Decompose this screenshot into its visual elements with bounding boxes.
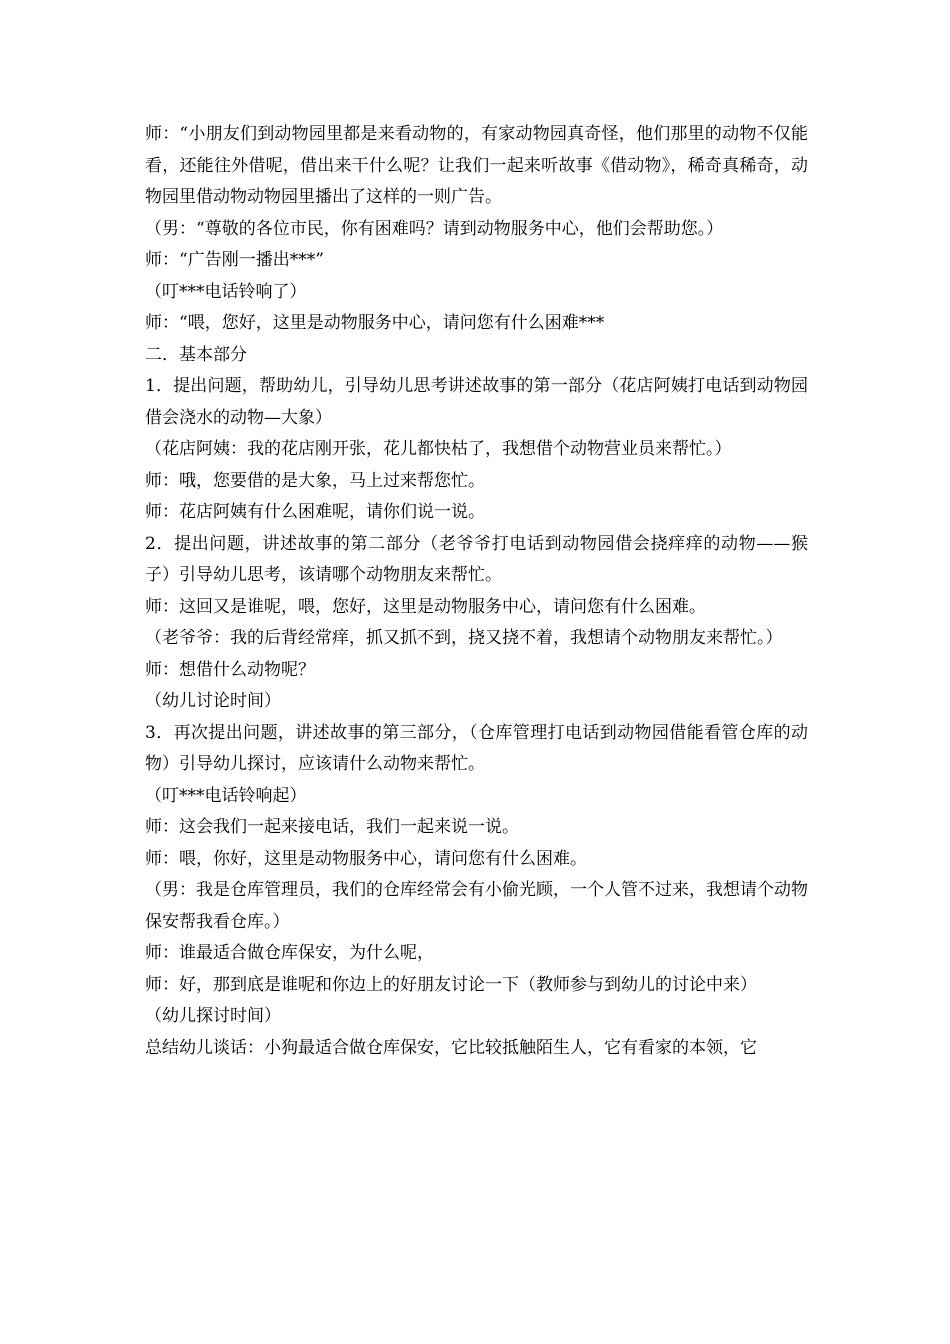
paragraph: 师：“广告刚一播出***”: [145, 250, 324, 270]
paragraph: （花店阿姨：我的花店刚开张，花儿都快枯了，我想借个动物营业员来帮忙。）: [145, 439, 732, 459]
paragraph: （男：“尊敬的各位市民，你有困难吗？请到动物服务中心，他们会帮助您。）: [145, 218, 724, 239]
paragraph: （幼儿探讨时间）: [145, 1006, 281, 1026]
paragraph: （幼儿讨论时间）: [145, 691, 281, 711]
paragraph: 师：谁最适合做仓库保安，为什么呢，: [145, 943, 434, 963]
paragraph: 1．提出问题，帮助幼儿，引导幼儿思考讲述故事的第一部分（花店阿姨打电话到动物园借会浇水的动物—大象）: [145, 376, 808, 428]
paragraph: 2．提出问题，讲述故事的第二部分（老爷爷打电话到动物园借会挠痒痒的动物——猴子）引导幼儿思考，该请哪个动物朋友来帮忙。: [145, 533, 808, 585]
paragraph: （老爷爷：我的后背经常痒，抓又抓不到，挠又挠不着，我想请个动物朋友来帮忙。）: [145, 628, 783, 648]
paragraph: （叮***电话铃响了）: [145, 281, 307, 302]
paragraph: 师：这回又是谁呢，喂，您好，这里是动物服务中心，请问您有什么困难。: [145, 596, 706, 617]
paragraph: （叮***电话铃响起）: [145, 785, 307, 806]
paragraph: 师：哦，您要借的是大象，马上过来帮您忙。: [145, 470, 485, 491]
paragraph: 3．再次提出问题，讲述故事的第三部分，（仓库管理打电话到动物园借能看管仓库的动物）引导幼儿探讨，应该请什么动物来帮忙。: [145, 722, 808, 774]
paragraph: 师：“小朋友们到动物园里都是来看动物的，有家动物园真奇怪，他们那里的动物不仅能看，还能往外借呢，借出来干什么呢？让我们一起来听故事《借动物》，稀奇真稀奇，动物园里借动物动物园里播出了这样的一则广告。: [145, 124, 808, 207]
paragraph: （男：我是仓库管理员，我们的仓库经常会有小偷光顾，一个人管不过来，我想请个动物保安帮我看仓库。）: [145, 880, 808, 932]
paragraph: 师：“喂，您好，这里是动物服务中心，请问您有什么困难***: [145, 313, 605, 333]
document-body: [145, 119, 808, 1064]
paragraph: 师：喂，你好，这里是动物服务中心，请问您有什么困难。: [145, 848, 587, 869]
paragraph: 师：想借什么动物呢？: [145, 659, 315, 680]
paragraph: 总结幼儿谈话：小狗最适合做仓库保安，它比较抵触陌生人，它有看家的本领，它: [145, 1037, 757, 1058]
paragraph: 师：这会我们一起来接电话，我们一起来说一说。: [145, 817, 519, 837]
paragraph: 师：花店阿姨有什么困难呢，请你们说一说。: [145, 502, 485, 522]
paragraph: 师：好，那到底是谁呢和你边上的好朋友讨论一下（教师参与到幼儿的讨论中来）: [145, 974, 757, 995]
section-heading: 二．基本部分: [145, 344, 247, 365]
